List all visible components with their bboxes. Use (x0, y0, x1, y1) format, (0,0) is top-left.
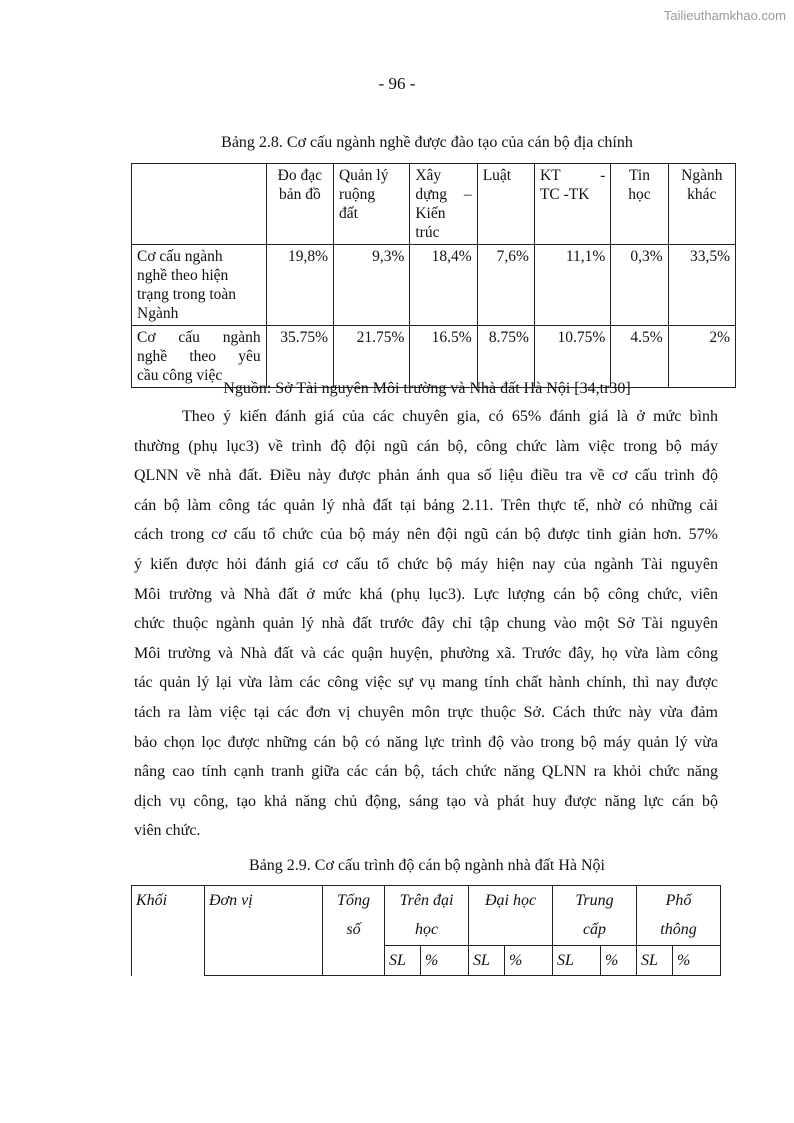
header-xay-dung: Xây dựng – Kiến trúc (410, 164, 477, 245)
page-number: - 96 - (378, 74, 416, 93)
cell-value: 16.5% (410, 326, 477, 388)
paragraph-line: Môi trường và Nhà đất và các quận huyện, phường xã. Trước đây, họ vừa làm công (134, 644, 718, 662)
cell-value: 4.5% (611, 326, 668, 388)
paragraph-line: nâng cao tính cạnh tranh giữa các cán bộ, tách chức năng QLNN ra khỏi chức năng (134, 763, 718, 781)
table1-caption: Bảng 2.8. Cơ cấu ngành nghề được đào tạo của cán bộ địa chính (221, 134, 633, 151)
header-tin-hoc: Tin học (611, 164, 668, 245)
cell-value: 33,5% (668, 245, 735, 326)
table-row (132, 245, 736, 326)
header-nganh-khac: Ngành khác (668, 164, 735, 245)
paragraph-line: QLNN về nhà đất. Điều này được phản ánh qua số liệu điều tra về cơ cấu trình độ (134, 467, 718, 485)
header-dai-hoc: Đại học (469, 886, 553, 946)
paragraph-line: cách trong cơ cấu tổ chức của bộ máy nên đội ngũ cán bộ được tinh giản hơn. 57% (134, 526, 718, 544)
paragraph-line: cán bộ làm công tác quản lý nhà đất tại bảng 2.11. Trên thực tế, nhờ có những cải (134, 496, 718, 514)
paragraph-line: chức thuộc ngành quản lý nhà đất trước đây chỉ tập chung vào một Sở Tài nguyên (134, 615, 718, 633)
sub-sl: SL (637, 946, 673, 976)
table1-header-empty (132, 164, 267, 245)
header-tong-so: Tổng số (323, 886, 385, 976)
cell-value: 8.75% (477, 326, 534, 388)
sub-pct: % (673, 946, 721, 976)
watermark: Tailieuthamkhao.com (663, 8, 786, 23)
table2-caption: Bảng 2.9. Cơ cấu trình độ cán bộ ngành nhà đất Hà Nội (249, 857, 605, 874)
sub-sl: SL (469, 946, 505, 976)
header-luat: Luật (477, 164, 534, 245)
paragraph-line: tách ra làm việc tại các đơn vị chuyên môn trực thuộc Sở. Cách thức này vừa đảm (134, 703, 718, 721)
cell-value: 19,8% (266, 245, 333, 326)
sub-sl: SL (385, 946, 421, 976)
header-khoi: Khối (132, 886, 205, 976)
header-pho-thong: Phổ thông (637, 886, 721, 946)
paragraph-line: ý kiến được hỏi đánh giá cơ cấu tổ chức bộ máy hiện nay của ngành Tài nguyên (134, 555, 718, 573)
paragraph-line: viên chức. (134, 822, 201, 840)
cell-value: 35.75% (266, 326, 333, 388)
cell-value: 11,1% (534, 245, 610, 326)
table2 (131, 885, 721, 976)
paragraph-line: dịch vụ công, tạo khả năng chủ động, sáng tạo và phát huy được năng lực cán bộ (134, 792, 718, 810)
paragraph-line: Môi trường và Nhà đất ở mức khá (phụ lục3). Lực lượng cán bộ công chức, viên (134, 585, 718, 603)
header-do-dac: Đo đạc bản đồ (266, 164, 333, 245)
table1 (131, 163, 736, 388)
header-trung-cap: Trung cấp (553, 886, 637, 946)
sub-sl: SL (553, 946, 601, 976)
table2-header-row (132, 886, 721, 946)
paragraph-line: tác quản lý lại vừa làm các công việc sự vụ mang tính chất hành chính, thì nay được (134, 674, 718, 692)
header-don-vi: Đơn vị (205, 886, 323, 976)
body-paragraph (134, 402, 718, 846)
sub-pct: % (421, 946, 469, 976)
header-kt-tc-tk: KT - TC -TK (534, 164, 610, 245)
cell-value: 2% (668, 326, 735, 388)
header-tren-dai-hoc: Trên đại học (385, 886, 469, 946)
cell-value: 21.75% (333, 326, 409, 388)
table1-header-row (132, 164, 736, 245)
table-row (132, 326, 736, 388)
cell-value: 0,3% (611, 245, 668, 326)
header-quan-ly: Quản lý ruộng đất (333, 164, 409, 245)
cell-value: 10.75% (534, 326, 610, 388)
paragraph-line: Theo ý kiến đánh giá của các chuyên gia, có 65% đánh giá là ở mức bình (182, 408, 718, 425)
sub-pct: % (505, 946, 553, 976)
table1-source: Nguồn: Sở Tài nguyên Môi trường và Nhà đất Hà Nội [34,tr30] (223, 380, 631, 397)
row-label: Cơ cấu ngành nghề theo hiện trạng trong toàn Ngành (132, 245, 267, 326)
cell-value: 18,4% (410, 245, 477, 326)
sub-pct: % (601, 946, 637, 976)
cell-value: 7,6% (477, 245, 534, 326)
paragraph-line: thường (phụ lục3) về trình độ đội ngũ cán bộ, công chức làm việc trong bộ máy (134, 437, 718, 455)
paragraph-line: bảo chọn lọc được những cán bộ có năng lực trình độ vào trong bộ máy quản lý vừa (134, 733, 718, 751)
cell-value: 9,3% (333, 245, 409, 326)
row-label: Cơ cấu ngành nghề theo yêu cầu công việc (132, 326, 267, 388)
